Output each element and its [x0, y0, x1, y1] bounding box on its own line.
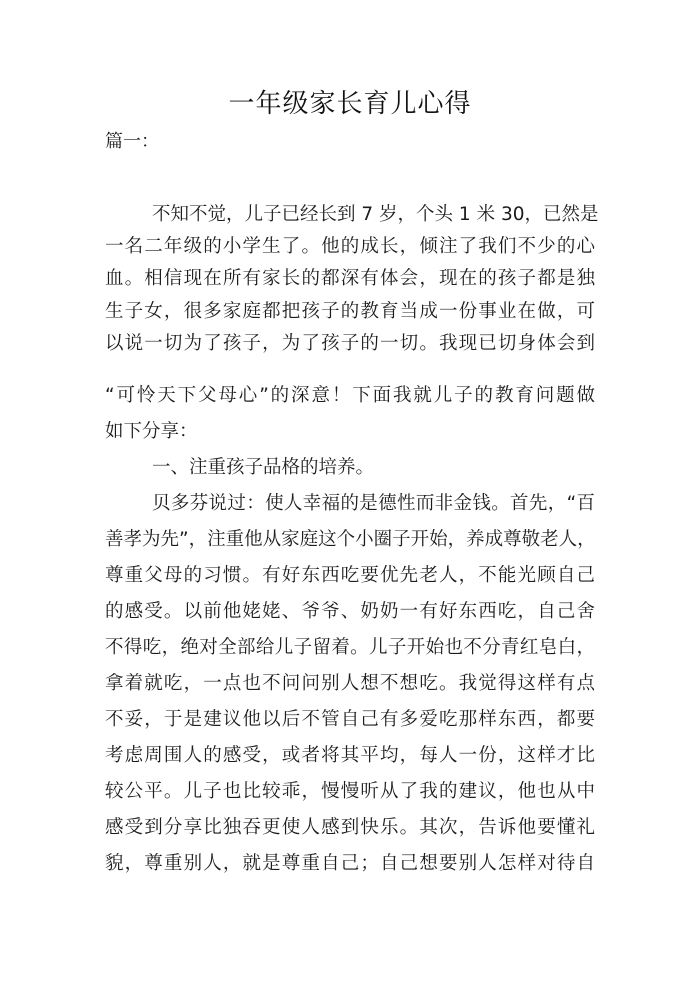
- paragraph-line: 贝多芬说过：使人幸福的是德性而非金钱。首先，“百: [152, 493, 595, 514]
- paragraph-line: 较公平。儿子也比较乖，慢慢听从了我的建议，他也从中: [105, 781, 595, 802]
- paragraph-line: 一名二年级的小学生了。他的成长，倾注了我们不少的心: [105, 236, 595, 257]
- subheading-line: 一、注重孩子品格的培养。: [152, 457, 375, 478]
- paragraph-line: 的感受。以前他姥姥、爷爷、奶奶一有好东西吃，自己舍: [105, 601, 595, 622]
- document-title: 一年级家长育儿心得: [228, 89, 472, 119]
- paragraph-line: 感受到分享比独吞更使人感到快乐。其次，告诉他要懂礼: [105, 817, 595, 838]
- paragraph-line: 以说一切为了孩子，为了孩子的一切。我现已切身体会到: [105, 333, 595, 354]
- paragraph-line: 不知不觉，儿子已经长到 7 岁，个头 1 米 30，已然是: [152, 204, 599, 225]
- section-label: 篇一：: [105, 131, 159, 152]
- paragraph-line: 不得吃，绝对全部给儿子留着。儿子开始也不分青红皂白，: [105, 637, 595, 658]
- paragraph-line: 善孝为先”，注重他从家庭这个小圈子开始，养成尊敬老人，: [105, 529, 596, 550]
- paragraph-line: 如下分享：: [105, 421, 198, 442]
- paragraph-line: 尊重父母的习惯。有好东西吃要优先老人，不能光顾自己: [105, 565, 595, 586]
- paragraph-line: 考虑周围人的感受，或者将其平均，每人一份，这样才比: [105, 745, 595, 766]
- paragraph-line: 血。相信现在所有家长的都深有体会，现在的孩子都是独: [105, 268, 595, 289]
- paragraph-line: 貌，尊重别人，就是尊重自己；自己想要别人怎样对待自: [105, 853, 595, 874]
- paragraph-line: “可怜天下父母心”的深意！下面我就儿子的教育问题做: [105, 385, 595, 406]
- paragraph-line: 不妥，于是建议他以后不管自己有多爱吃那样东西，都要: [105, 709, 595, 730]
- paragraph-line: 生子女，很多家庭都把孩子的教育当成一份事业在做，可: [105, 301, 595, 322]
- paragraph-line: 拿着就吃，一点也不问问别人想不想吃。我觉得这样有点: [105, 673, 595, 694]
